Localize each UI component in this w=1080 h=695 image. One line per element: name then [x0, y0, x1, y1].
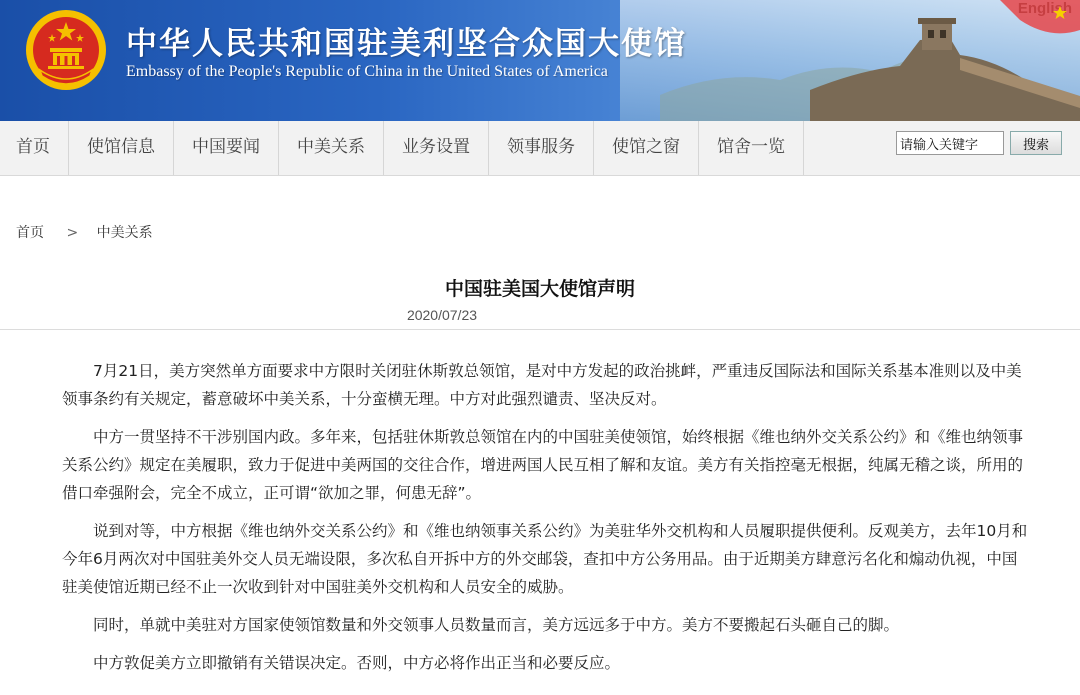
nav-item-china-us-relations[interactable]: 中美关系 — [279, 121, 384, 175]
article-paragraph: 中方一贯坚持不干涉别国内政。多年来，包括驻休斯敦总领馆在内的中国驻美使领馆，始终根据《维也纳外交关系公约》和《维也纳领事关系公约》规定在美履职，致力于促进中美两国的交往合作，增进两国人民互相了解和友谊。美方有关指控毫无根据，纯属无稽之谈，所用的借口牵强附会，完全不成立，正可谓“欲加之罪，何患无辞”。 — [62, 428, 1024, 502]
article-content — [62, 357, 1030, 687]
article-paragraph: 说到对等，中方根据《维也纳外交关系公约》和《维也纳领事关系公约》为美驻华外交机构和人员履职提供便利。反观美方，去年10月和今年6月两次对中国驻美外交人员无端设限，多次私自开拆中方的外交邮袋，查扣中方公务用品。由于近期美方肆意污名化和煽动仇视，中国驻美使馆近期已经不止一次收到针对中国驻美外交机构和人员安全的威胁。 — [62, 522, 1028, 596]
site-title-chinese: 中华人民共和国驻美利坚合众国大使馆 — [126, 26, 687, 62]
breadcrumb-current[interactable]: 中美关系 — [96, 225, 153, 241]
breadcrumb-separator-icon: > — [66, 225, 79, 241]
breadcrumb — [16, 222, 153, 242]
nav-item-business-setup[interactable]: 业务设置 — [384, 121, 489, 175]
search-input[interactable] — [896, 131, 1004, 155]
site-header — [0, 0, 1080, 121]
nav-item-embassy-window[interactable]: 使馆之窗 — [594, 121, 699, 175]
nav-item-premises-overview[interactable]: 馆舍一览 — [699, 121, 804, 175]
article-date: 2020/07/23 — [406, 307, 478, 323]
title-divider — [0, 329, 1080, 330]
nav-item-embassy-info[interactable]: 使馆信息 — [69, 121, 174, 175]
search-button[interactable]: 搜索 — [1010, 131, 1062, 155]
breadcrumb-home[interactable]: 首页 — [16, 225, 44, 241]
article-paragraph: 同时，单就中美驻对方国家使领馆数量和外交领事人员数量而言，美方远远多于中方。美方不要搬起石头砸自己的脚。 — [93, 616, 900, 634]
article-paragraph: 7月21日，美方突然单方面要求中方限时关闭驻休斯敦总领馆，是对中方发起的政治挑衅，严重违反国际法和国际关系基本准则以及中美领事条约有关规定，蓄意破坏中美关系，十分蛮横无理。中方对此强烈谴责、坚决反对。 — [62, 362, 1022, 408]
article-paragraph: 中方敦促美方立即撤销有关错误决定。否则，中方必将作出正当和必要反应。 — [93, 654, 621, 672]
nav-item-home[interactable]: 首页 — [0, 121, 69, 175]
national-emblem-icon — [24, 8, 108, 92]
site-title-english: Embassy of the People's Republic of China in the United States of America — [126, 63, 608, 80]
great-wall-image-icon — [660, 0, 1080, 121]
article-title: 中国驻美国大使馆声明 — [444, 278, 635, 300]
nav-item-china-news[interactable]: 中国要闻 — [174, 121, 279, 175]
nav-item-consular-services[interactable]: 领事服务 — [489, 121, 594, 175]
